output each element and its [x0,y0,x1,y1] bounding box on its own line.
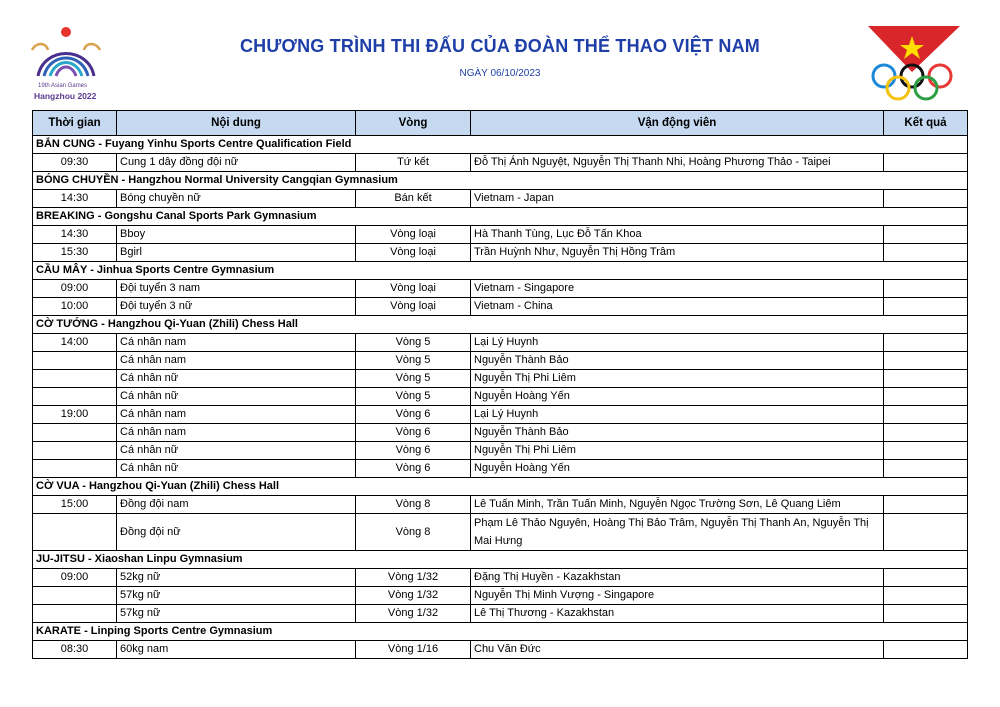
cell-athletes: Nguyễn Hoàng Yến [471,388,884,406]
cell-athletes: Chu Văn Đức [471,641,884,659]
col-header-time: Thời gian [33,111,117,136]
logo-caption-city: Hangzhou 2022 [34,91,97,101]
cell-time: 14:30 [33,190,117,208]
cell-athletes: Lê Thị Thương - Kazakhstan [471,605,884,623]
cell-round: Vòng loại [356,298,471,316]
cell-round: Vòng loại [356,280,471,298]
cell-time [33,605,117,623]
section-header-row [33,136,968,154]
cell-athletes: Nguyễn Thành Bảo [471,352,884,370]
cell-round: Vòng loại [356,244,471,262]
cell-round: Vòng 6 [356,460,471,478]
table-row [33,154,968,172]
vietnam-olympic-logo [866,22,962,102]
section-title: KARATE - Linping Sports Centre Gymnasium [33,623,968,641]
cell-result [884,514,968,551]
cell-event: Đồng đội nam [117,496,356,514]
table-row [33,226,968,244]
cell-event: Cá nhân nam [117,424,356,442]
table-row [33,334,968,352]
cell-time [33,514,117,551]
cell-event: Đội tuyển 3 nữ [117,298,356,316]
table-row [33,406,968,424]
cell-result [884,569,968,587]
table-row [33,587,968,605]
cell-event: Bboy [117,226,356,244]
cell-result [884,154,968,172]
section-title: BẮN CUNG - Fuyang Yinhu Sports Centre Qualification Field [33,136,968,154]
table-row [33,190,968,208]
section-header-row [33,551,968,569]
cell-time: 15:00 [33,496,117,514]
cell-result [884,496,968,514]
cell-event: Bóng chuyền nữ [117,190,356,208]
cell-result [884,641,968,659]
cell-result [884,605,968,623]
cell-result [884,352,968,370]
cell-event: Đồng đội nữ [117,514,356,551]
section-title: CỜ VUA - Hangzhou Qi-Yuan (Zhili) Chess Hall [33,478,968,496]
table-row [33,460,968,478]
cell-round: Vòng 6 [356,406,471,424]
cell-result [884,190,968,208]
cell-round: Vòng 1/32 [356,587,471,605]
cell-result [884,406,968,424]
cell-event: Cá nhân nữ [117,460,356,478]
section-header-row [33,478,968,496]
cell-time [33,352,117,370]
cell-athletes: Nguyễn Thành Bảo [471,424,884,442]
cell-time: 08:30 [33,641,117,659]
table-row [33,496,968,514]
cell-round: Vòng 5 [356,370,471,388]
cell-time [33,370,117,388]
cell-event: Cá nhân nam [117,334,356,352]
section-header-row [33,316,968,334]
cell-round: Vòng 6 [356,424,471,442]
cell-round: Tứ kết [356,154,471,172]
cell-athletes: Lại Lý Huynh [471,406,884,424]
table-row [33,352,968,370]
cell-result [884,298,968,316]
cell-round: Vòng 8 [356,496,471,514]
cell-round: Vòng 8 [356,514,471,551]
cell-event: Cá nhân nữ [117,370,356,388]
section-title: CẦU MÂY - Jinhua Sports Centre Gymnasium [33,262,968,280]
cell-athletes: Hà Thanh Tùng, Lục Đỗ Tấn Khoa [471,226,884,244]
cell-result [884,388,968,406]
section-title: BREAKING - Gongshu Canal Sports Park Gymnasium [33,208,968,226]
table-row [33,641,968,659]
cell-result [884,370,968,388]
cell-event: 57kg nữ [117,587,356,605]
cell-event: 60kg nam [117,641,356,659]
cell-result [884,226,968,244]
cell-round: Vòng 1/32 [356,569,471,587]
cell-athletes: Lê Tuấn Minh, Trần Tuấn Minh, Nguyễn Ngọc Trường Sơn, Lê Quang Liêm [471,496,884,514]
cell-round: Vòng loại [356,226,471,244]
cell-event: Cá nhân nữ [117,442,356,460]
cell-athletes: Nguyễn Thị Minh Vượng - Singapore [471,587,884,605]
cell-event: Cá nhân nam [117,406,356,424]
schedule-body [33,136,968,659]
cell-time: 10:00 [33,298,117,316]
section-header-row [33,172,968,190]
cell-result [884,334,968,352]
section-title: CỜ TƯỚNG - Hangzhou Qi-Yuan (Zhili) Chess Hall [33,316,968,334]
cell-result [884,460,968,478]
cell-event: 52kg nữ [117,569,356,587]
cell-time [33,587,117,605]
table-row [33,298,968,316]
cell-result [884,442,968,460]
section-header-row [33,208,968,226]
cell-event: 57kg nữ [117,605,356,623]
cell-athletes: Nguyễn Thị Phi Liêm [471,442,884,460]
cell-time [33,424,117,442]
table-row [33,388,968,406]
col-header-round: Vòng [356,111,471,136]
cell-event: Bgirl [117,244,356,262]
table-row [33,370,968,388]
cell-athletes: Đỗ Thị Ánh Nguyệt, Nguyễn Thị Thanh Nhi, Hoàng Phương Thảo - Taipei [471,154,884,172]
cell-event: Đội tuyển 3 nam [117,280,356,298]
cell-athletes: Vietnam - Singapore [471,280,884,298]
page-title: CHƯƠNG TRÌNH THI ĐẤU CỦA ĐOÀN THỂ THAO VIỆT NAM [239,36,760,56]
cell-event: Cá nhân nam [117,352,356,370]
cell-round: Vòng 5 [356,352,471,370]
cell-result [884,587,968,605]
col-header-result: Kết quả [884,111,968,136]
cell-result [884,280,968,298]
cell-athletes: Vietnam - China [471,298,884,316]
cell-result [884,244,968,262]
page-date: NGÀY 06/10/2023 [459,68,541,79]
cell-athletes: Nguyễn Hoàng Yến [471,460,884,478]
table-row [33,280,968,298]
table-row [33,514,968,551]
cell-event: Cá nhân nữ [117,388,356,406]
table-header-row [33,111,968,136]
cell-athletes: Lại Lý Huynh [471,334,884,352]
table-row [33,442,968,460]
cell-time [33,442,117,460]
cell-athletes: Đặng Thị Huyền - Kazakhstan [471,569,884,587]
cell-round: Vòng 6 [356,442,471,460]
table-row [33,569,968,587]
cell-round: Vòng 5 [356,334,471,352]
hangzhou-2022-logo [26,22,106,102]
cell-time [33,460,117,478]
cell-athletes: Nguyễn Thị Phi Liêm [471,370,884,388]
section-title: BÓNG CHUYỀN - Hangzhou Normal University Cangqian Gymnasium [33,172,968,190]
cell-round: Vòng 1/16 [356,641,471,659]
cell-athletes: Phạm Lê Thảo Nguyên, Hoàng Thị Bảo Trâm, Nguyễn Thị Thanh An, Nguyễn Thị Mai Hưng [471,514,884,551]
cell-result [884,424,968,442]
cell-time [33,388,117,406]
section-header-row [33,262,968,280]
cell-event: Cung 1 dây đồng đội nữ [117,154,356,172]
section-title: JU-JITSU - Xiaoshan Linpu Gymnasium [33,551,968,569]
cell-time: 15:30 [33,244,117,262]
cell-time: 09:30 [33,154,117,172]
cell-round: Vòng 1/32 [356,605,471,623]
cell-athletes: Trần Huỳnh Như, Nguyễn Thị Hồng Trâm [471,244,884,262]
schedule-table [32,110,968,659]
table-row [33,424,968,442]
cell-time: 14:00 [33,334,117,352]
cell-athletes: Vietnam - Japan [471,190,884,208]
cell-time: 14:30 [33,226,117,244]
col-header-event: Nội dung [117,111,356,136]
table-row [33,244,968,262]
cell-time: 09:00 [33,569,117,587]
cell-time: 09:00 [33,280,117,298]
logo-caption: 19th Asian Games [38,83,88,89]
cell-round: Bán kết [356,190,471,208]
cell-time: 19:00 [33,406,117,424]
table-row [33,605,968,623]
cell-round: Vòng 5 [356,388,471,406]
section-header-row [33,623,968,641]
col-header-athletes: Vận động viên [471,111,884,136]
